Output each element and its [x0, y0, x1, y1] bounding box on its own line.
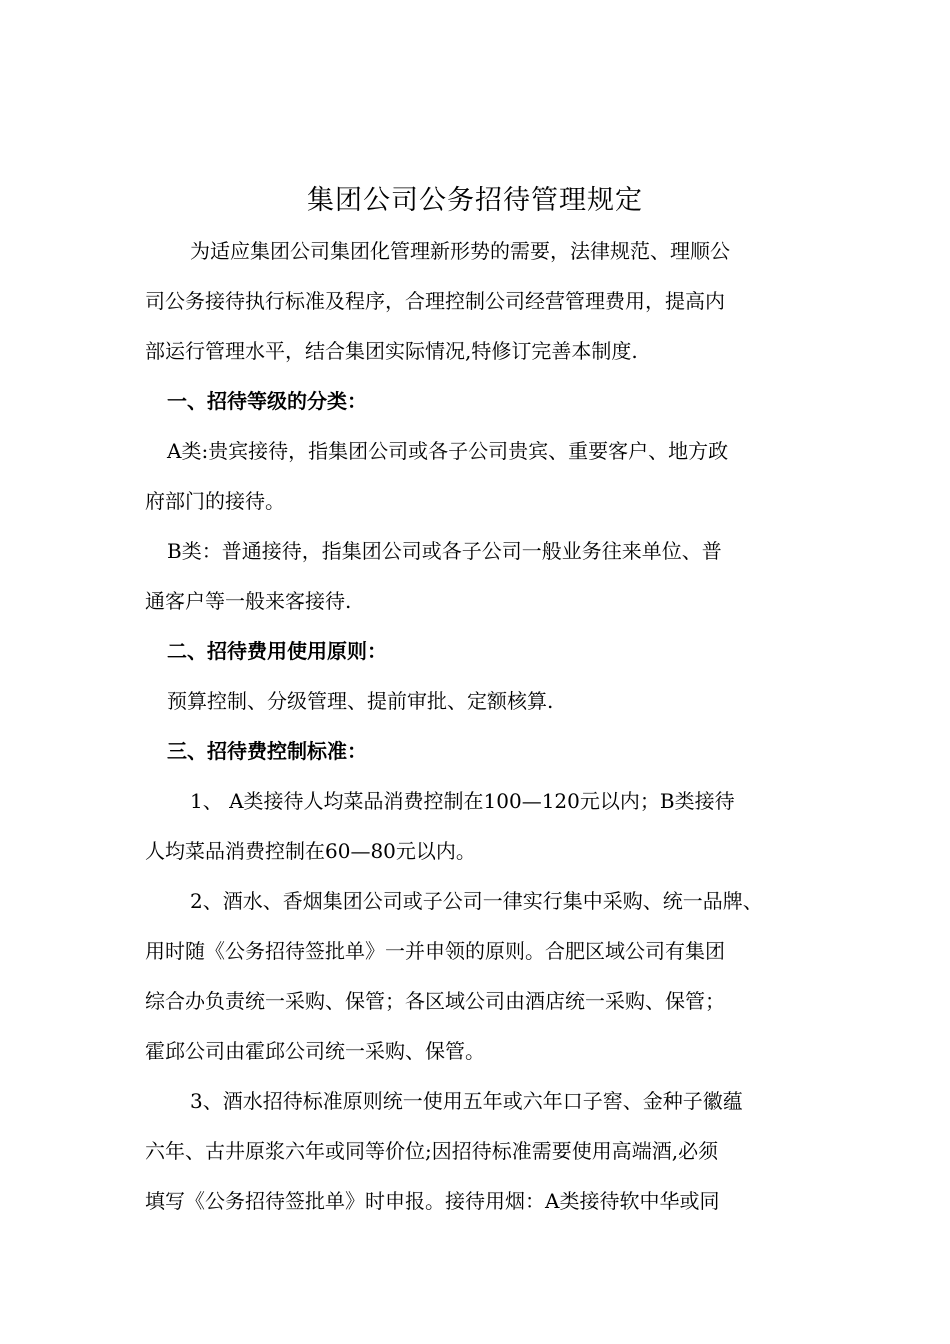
standard-2-line-3: 综合办负责统一采购、保管；各区域公司由酒店统一采购、保管； [145, 989, 725, 1013]
standard-2-line-2: 用时随《公务招待签批单》一并申领的原则。合肥区域公司有集团 [145, 939, 725, 963]
standard-3-line-3: 填写《公务招待签批单》时申报。接待用烟：A类接待软中华或同 [145, 1189, 720, 1213]
intro-line-2: 司公务接待执行标准及程序，合理控制公司经营管理费用，提高内 [145, 289, 725, 313]
intro-line-3: 部运行管理水平，结合集团实际情况,特修订完善本制度. [145, 339, 638, 363]
section-heading-2: 二、招待费用使用原则： [167, 639, 387, 663]
class-b-line-1: B类：普通接待，指集团公司或各子公司一般业务往来单位、普 [167, 539, 722, 563]
section-heading-1: 一、招待等级的分类： [167, 389, 367, 413]
standard-3-line-2: 六年、古井原浆六年或同等价位;因招待标准需要使用高端酒,必须 [145, 1139, 719, 1163]
standard-1-line-2: 人均菜品消费控制在60—80元以内。 [145, 839, 476, 863]
class-a-line-2: 府部门的接待。 [145, 489, 285, 513]
intro-line-1: 为适应集团公司集团化管理新形势的需要，法律规范、理顺公 [190, 239, 730, 263]
standard-3-line-1: 3、酒水招待标准原则统一使用五年或六年口子窖、金种子徽蕴 [190, 1089, 743, 1113]
standard-1-line-1: 1、 A类接待人均菜品消费控制在100—120元以内；B类接待 [190, 789, 735, 813]
standard-2-line-1: 2、酒水、香烟集团公司或子公司一律实行集中采购、统一品牌、 [190, 889, 763, 913]
section-heading-3: 三、招待费控制标准： [167, 739, 367, 763]
class-a-line-1: A类:贵宾接待，指集团公司或各子公司贵宾、重要客户、地方政 [167, 439, 729, 463]
document-title: 集团公司公务招待管理规定 [307, 185, 643, 216]
principles-line: 预算控制、分级管理、提前审批、定额核算. [167, 689, 554, 713]
class-b-line-2: 通客户等一般来客接待. [145, 589, 352, 613]
standard-2-line-4: 霍邱公司由霍邱公司统一采购、保管。 [145, 1039, 485, 1063]
